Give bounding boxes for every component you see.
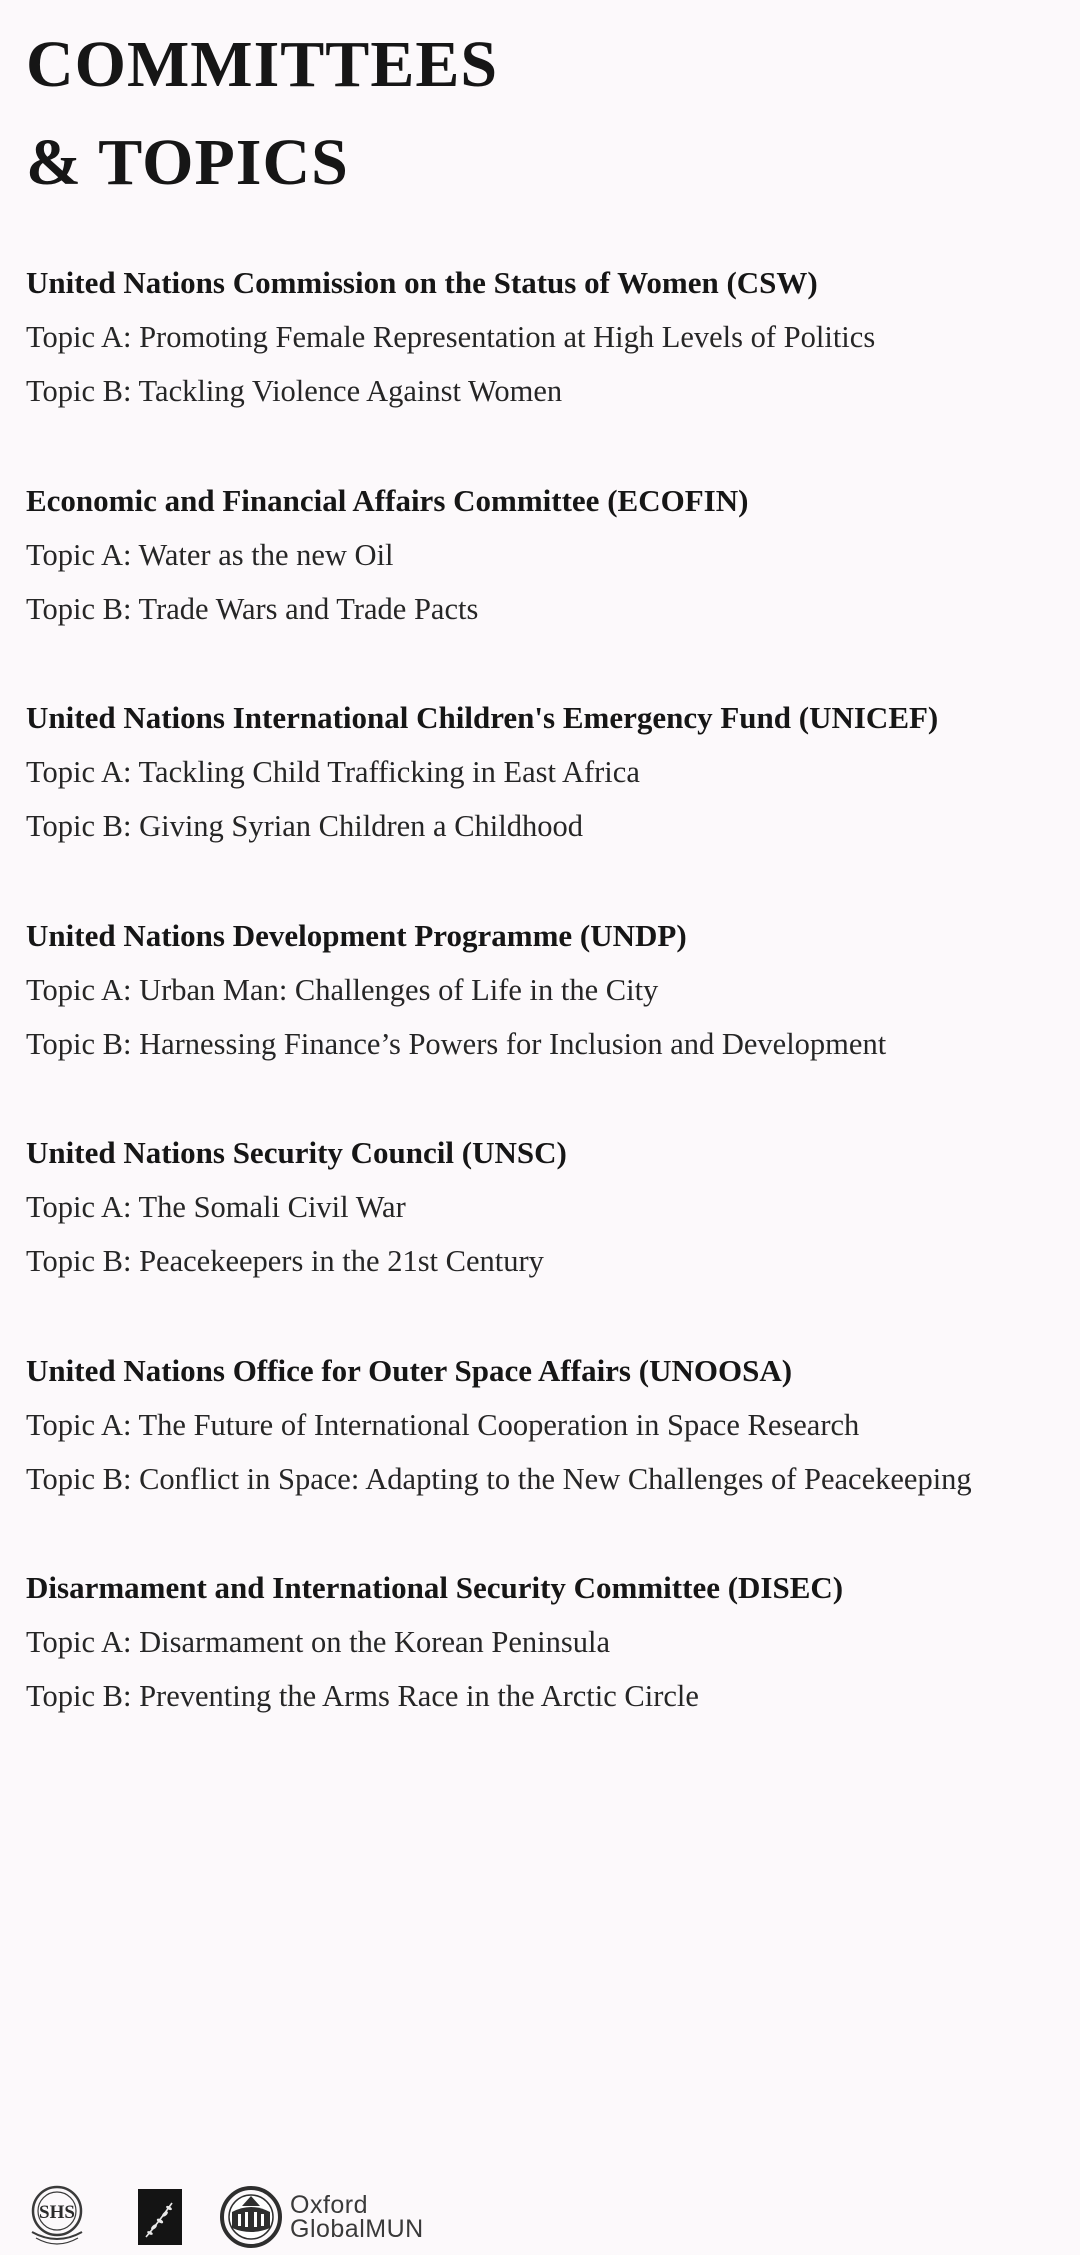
topic-a: Topic A: Tackling Child Trafficking in East Africa (26, 755, 640, 789)
oxford-globalmun-logo (218, 2184, 424, 2250)
olive-branch-square-icon (138, 2189, 182, 2245)
oxford-globalmun-emblem-icon (218, 2184, 284, 2250)
topic-b: Topic B: Conflict in Space: Adapting to the New Challenges of Peacekeeping (26, 1461, 972, 1496)
committee-undp (26, 909, 1066, 1127)
topic-b: Topic B: Peacekeepers in the 21st Century (26, 1244, 544, 1278)
page-title-line-2: & TOPICS (26, 126, 349, 199)
committee-ecofin (26, 474, 1066, 692)
topic-a: Topic A: The Somali Civil War (26, 1190, 406, 1224)
committee-name: United Nations International Children's Emergency Fund (UNICEF) (26, 700, 939, 735)
topic-a: Topic A: The Future of International Cooperation in Space Research (26, 1407, 860, 1442)
committee-list (26, 256, 1066, 1779)
topic-b: Topic B: Harnessing Finance’s Powers for Inclusion and Development (26, 1026, 887, 1061)
committee-unicef (26, 691, 1066, 909)
page-title-line-1: COMMITTEES (26, 28, 499, 101)
committee-unsc (26, 1126, 1066, 1344)
committee-name: United Nations Security Council (UNSC) (26, 1135, 567, 1170)
committee-name: United Nations Office for Outer Space Affairs (UNOOSA) (26, 1352, 793, 1388)
topic-b: Topic B: Preventing the Arms Race in the Arctic Circle (26, 1679, 699, 1713)
omun-line-2: GlobalMUN (290, 2215, 424, 2243)
topic-a: Topic A: Urban Man: Challenges of Life in the City (26, 972, 659, 1007)
oxford-globalmun-wordmark (290, 2193, 424, 2241)
topic-b: Topic B: Trade Wars and Trade Pacts (26, 591, 479, 626)
topic-b: Topic B: Giving Syrian Children a Childhood (26, 809, 583, 843)
school-seal-icon (26, 2184, 88, 2250)
topic-a: Topic A: Water as the new Oil (26, 537, 394, 572)
committee-name: Economic and Financial Affairs Committee (ECOFIN) (26, 482, 749, 518)
sponsor-logos (26, 2182, 424, 2252)
omun-line-1: Oxford (290, 2191, 369, 2219)
page-title (26, 16, 498, 212)
topic-a: Topic A: Disarmament on the Korean Peninsula (26, 1625, 611, 1659)
svg-text:SHS: SHS (39, 2202, 75, 2223)
committee-csw (26, 256, 1066, 474)
committee-disec (26, 1561, 1066, 1779)
committee-name: United Nations Commission on the Status of Women (CSW) (26, 265, 818, 300)
committee-name: Disarmament and International Security Committee (DISEC) (26, 1570, 844, 1605)
topic-a: Topic A: Promoting Female Representation at High Levels of Politics (26, 320, 876, 354)
committee-unoosa (26, 1344, 1066, 1562)
committee-name: United Nations Development Programme (UNDP) (26, 917, 687, 953)
topic-b: Topic B: Tackling Violence Against Women (26, 374, 563, 408)
